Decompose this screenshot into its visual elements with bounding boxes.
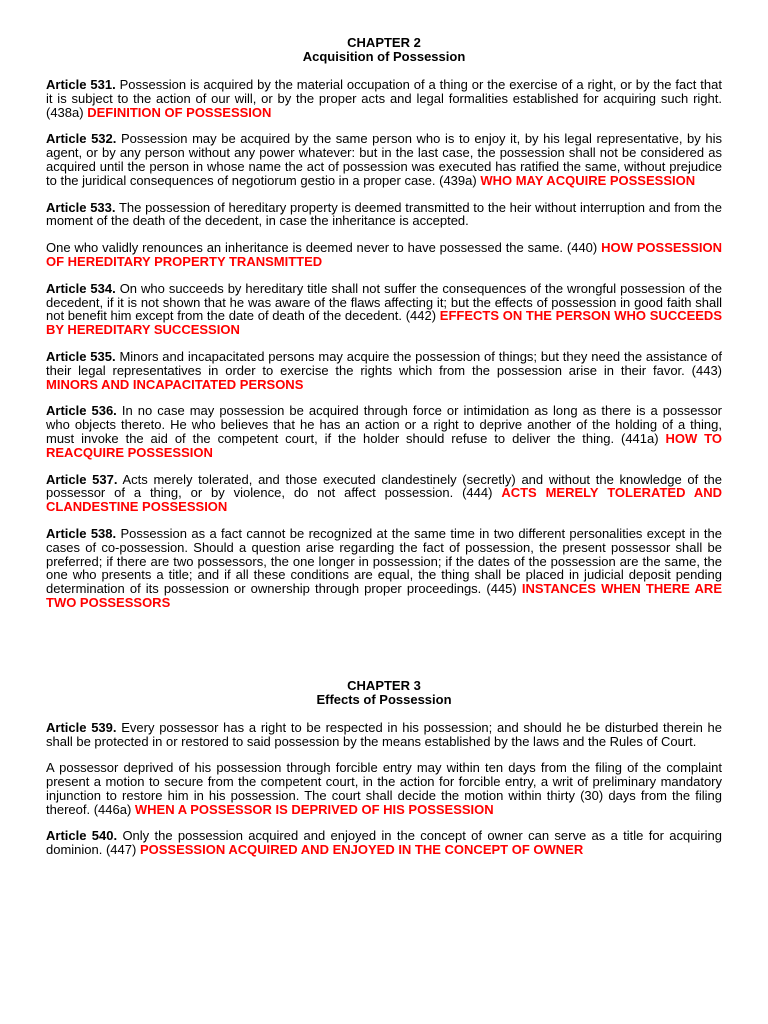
article-534 [46, 282, 722, 337]
article-heading: POSSESSION ACQUIRED AND ENJOYED IN THE CONCEPT OF OWNER [139, 842, 584, 858]
article-533 [46, 201, 722, 229]
article-number: Article 539. [46, 719, 117, 735]
chapter-2 [46, 36, 722, 610]
article-539 [46, 721, 722, 749]
article-number: Article 538. [46, 525, 117, 541]
article-538 [46, 527, 722, 610]
article-heading: EFFECTS ON THE PERSON WHO SUCCEEDS BY HEREDITARY SUCCESSION [46, 308, 722, 338]
chapter-3 [46, 679, 722, 857]
chapter-3-subtitle: Effects of Possession [316, 691, 452, 707]
article-533-paragraph-2 [46, 241, 722, 269]
chapter-3-title: CHAPTER 3 [347, 677, 421, 693]
article-number: Article 537. [46, 471, 118, 487]
article-536 [46, 404, 722, 459]
article-number: Article 534. [46, 280, 116, 296]
article-number: Article 532. [46, 131, 117, 147]
article-537 [46, 473, 722, 514]
article-heading: INSTANCES WHEN THERE ARE TWO POSSESSORS [46, 581, 722, 610]
chapter-2-subtitle: Acquisition of Possession [302, 49, 466, 64]
article-heading: MINORS AND INCAPACITATED PERSONS [46, 376, 304, 392]
article-text: Possession as a fact cannot be recognized at the same time in two different personalities except in the cases of co-possession. Should a question arise regarding the fact of possession, the present possessor shall be preferred; if there are two possessors, the one longer in possession; if the dates of the possession are the same, the one who presents a title; and if all these conditions are equal, the thing shall be placed in judicial deposit pending determination of its possession or ownership through proper proceedings. (445) [46, 525, 723, 597]
article-539-paragraph-2 [46, 761, 722, 816]
article-531 [46, 78, 722, 119]
article-text: Acts merely tolerated, and those executed clandestinely (secretly) and without the knowledge of the possessor of a thing, or by violence, do not affect possession. (444) [46, 471, 722, 501]
chapter-2-title: CHAPTER 2 [347, 35, 421, 50]
article-text: Every possessor has a right to be respected in his possession; and should he be disturbed therein he shall be protected in or restored to said possession by the means established by the laws and the Rules of Court. [46, 719, 723, 749]
article-532 [46, 132, 722, 187]
article-heading: WHEN A POSSESSOR IS DEPRIVED OF HIS POSSESSION [134, 801, 494, 817]
article-text: Possession may be acquired by the same person who is to enjoy it, by his legal representative, by his agent, or by any person without any power whatever: but in the last case, the possession shall not be considered as acquired until the person in whose name the act of possession was executed has ratified the same, without prejudice to the juridical consequences of negotiorum gestio in a proper case. (439a) [46, 131, 722, 188]
article-number: Article 536. [46, 403, 117, 419]
article-text: Only the possession acquired and enjoyed in the concept of owner can serve as a title for acquiring dominion. (447) [46, 828, 722, 858]
article-535 [46, 350, 722, 391]
article-heading: HOW POSSESSION OF HEREDITARY PROPERTY TRANSMITTED [46, 240, 722, 269]
chapter-spacer [46, 623, 722, 679]
article-text: A possessor deprived of his possession through forcible entry may within ten days from the filing of the complaint present a motion to secure from the competent court, in the action for forcible entry, a writ of preliminary mandatory injunction to restore him in his possession. The court shall decide the motion within thirty (30) days from the filing thereof. (446a) [46, 760, 722, 817]
article-540 [46, 829, 722, 857]
article-text: The possession of hereditary property is deemed transmitted to the heir without interruption and from the moment of the death of the decedent, in case the inheritance is accepted. [46, 199, 722, 229]
article-heading: DEFINITION OF POSSESSION [87, 104, 272, 120]
article-heading: WHO MAY ACQUIRE POSSESSION [480, 172, 696, 188]
article-text: On who succeeds by hereditary title shall not suffer the consequences of the wrongful possession of the decedent, if it is not shown that he was aware of the flaws affecting it; but the effects of possession in good faith shall not benefit him except from the date of death of the decedent. (442) [46, 280, 723, 324]
article-heading: ACTS MERELY TOLERATED AND CLANDESTINE POSSESSION [46, 485, 723, 515]
article-text: One who validly renounces an inheritance is deemed never to have possessed the same. (440) [46, 240, 602, 256]
article-text: In no case may possession be acquired through force or intimidation as long as there is a possessor who objects thereto. He who believes that he has an action or a right to deprive another of the holding of a thing, must invoke the aid of the competent court, if the holder should refuse to deliver the thing. (441a) [46, 403, 723, 446]
article-number: Article 533. [46, 199, 116, 215]
article-number: Article 531. [46, 77, 116, 92]
article-heading: HOW TO REACQUIRE POSSESSION [46, 430, 722, 460]
article-text: Possession is acquired by the material occupation of a thing or the exercise of a right, or by the fact that it is subject to the action of our will, or by the proper acts and legal formalities established for acquiring such right. (438a) [46, 77, 722, 120]
article-number: Article 540. [46, 828, 118, 844]
article-text: Minors and incapacitated persons may acquire the possession of things; but they need the assistance of their legal representatives in order to exercise the rights which from the possession arise in their favor. (443) [46, 348, 722, 378]
article-number: Article 535. [46, 348, 116, 364]
